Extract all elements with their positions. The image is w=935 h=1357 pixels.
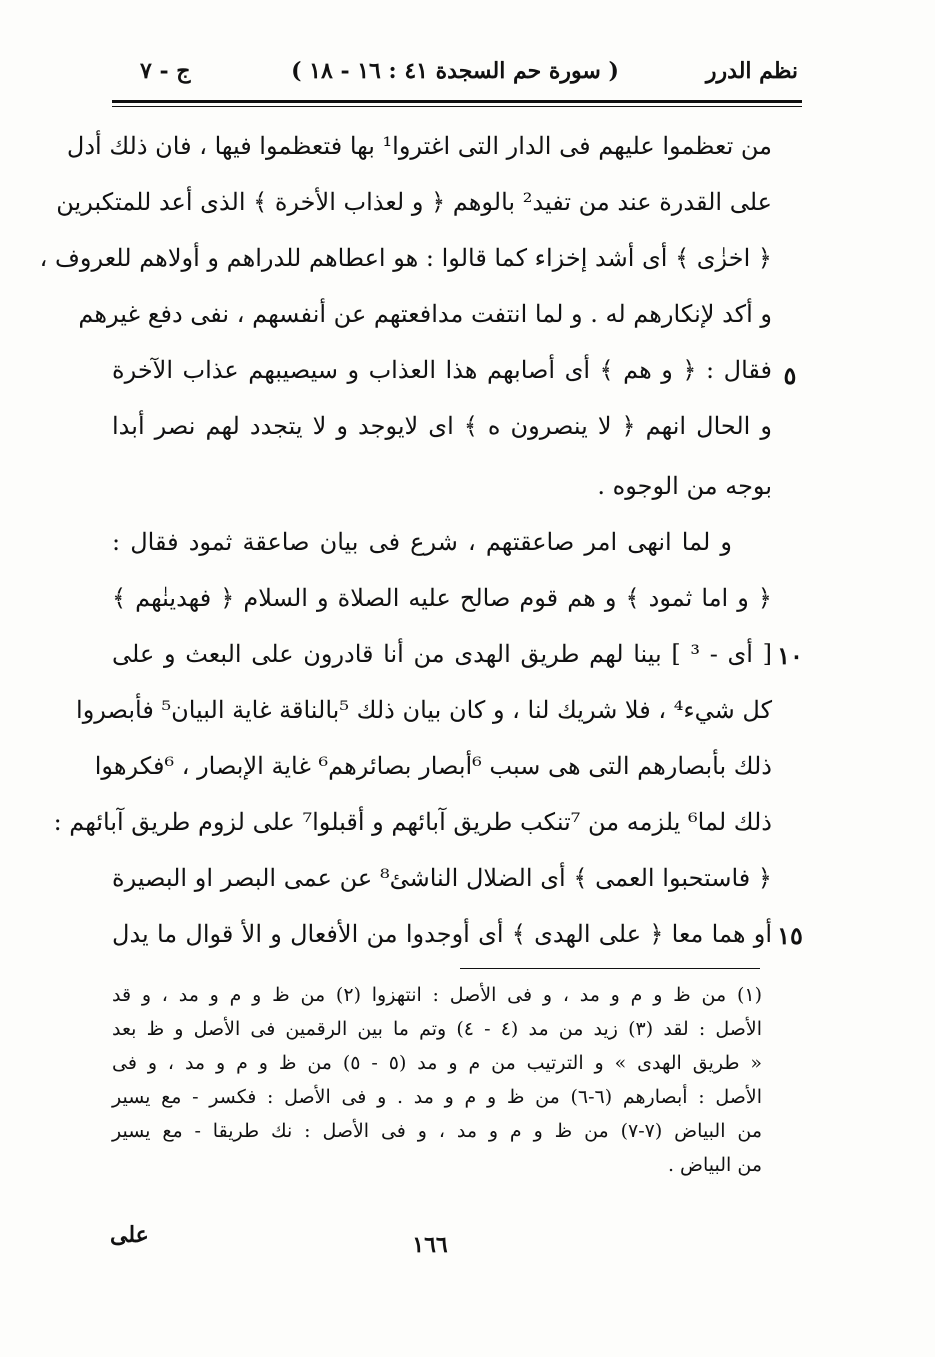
text-line: فقال : ﴿ و هم ﴾ أى أصابهم هذا العذاب و سيصيبهم عذاب الآخرة xyxy=(112,356,773,384)
page-number: ١٦٦ xyxy=(412,1232,448,1258)
text-line: و الحال انهم ﴿ لا ينصرون ه ﴾ اى لايوجد و لا يتجدد لهم نصر أبدا xyxy=(112,412,773,440)
text-line: كل شيء⁴ ، فلا شريك لنا ، و كان بيان ذلك ⁵بالناقة غاية البيان⁵ فأبصروا xyxy=(76,696,772,724)
text-line: على القدرة عند من تفيد² بالوهم ﴿ و لعذاب الأخرة ﴾ الذى أعد للمتكبرين xyxy=(56,188,772,216)
text-line: ذلك بأبصارهم التى هى سبب ⁶أبصار بصائرهم⁶ غاية الإبصار ، ⁶فكرهوا xyxy=(94,752,772,780)
text-line: بوجه من الوجوه . xyxy=(597,472,772,500)
footnote-line: « طريق الهدى » و الترتيب من م و مد (٥ - ٥) من ظ و م و مد ، و فى xyxy=(112,1052,763,1074)
line-number: ١٠ xyxy=(777,641,803,670)
text-line: ﴿ و اما ثمود ﴾ و هم قوم صالح عليه الصلاة و السلام ﴿ فهدينٰهم ﴾ xyxy=(112,584,772,612)
line-number: ١٥ xyxy=(777,921,803,950)
surah-reference: ( سورة حم السجدة ٤١ : ١٦ - ١٨ ) xyxy=(291,58,619,84)
book-title: نظم الدرر xyxy=(705,58,798,84)
text-line: و أكد لإنكارهم له . و لما انتفت مدافعتهم عن أنفسهم ، نفى دفع غيرهم xyxy=(78,300,772,328)
footnote-line: الأصل : أبصارهم (٦-٦) من ظ و م و مد . و فى الأصل : فكسر - مع يسير xyxy=(112,1086,763,1108)
line-number: ٥ xyxy=(783,361,797,390)
footnote-line: من البياض (٧-٧) من ظ و م و مد ، و فى الأصل : نك طريقا - مع يسير xyxy=(112,1120,763,1142)
header-rule-thick xyxy=(112,100,802,103)
text-line: ذلك لما⁶ يلزمه من ⁷تنكب طريق آبائهم و أقبلوا⁷ على لزوم طريق آبائهم : xyxy=(53,808,772,836)
running-header xyxy=(110,52,800,96)
text-line: [ أى - ³ ] بينا لهم طريق الهدى من أنا قادرون على البعث و على xyxy=(112,640,773,668)
text-line: و لما انهى امر صاعقتهم ، شرع فى بيان صاعقة ثمود فقال : xyxy=(112,528,732,556)
footnote-line: الأصل : لقد (٣) زيد من مد (٤ - ٤) وتم ما بين الرقمين فى الأصل و ظ بعد xyxy=(112,1018,763,1040)
text-line: أو هما معا ﴿ على الهدى ﴾ أى أوجدوا من الأفعال و الأ قوال ما يدل xyxy=(112,920,772,948)
catchword: على xyxy=(110,1222,149,1248)
volume-label: ج - ٧ xyxy=(140,58,191,84)
text-line: ﴿ فاستحبوا العمى ﴾ أى الضلال الناشئ⁸ عن عمى البصر او البصيرة xyxy=(112,864,772,892)
header-rule-thin xyxy=(112,106,802,107)
text-line: ﴿ اخزٰى ﴾ أى أشد إخزاء كما قالوا : هو اعطاهم للدراهم و أولاهم للعروف ، xyxy=(39,244,772,272)
footnote-line: من البياض . xyxy=(667,1154,762,1176)
footnote-line: (١) من ظ و م و مد ، و فى الأصل : انتهزوا (٢) من ظ و م و مد ، و قد xyxy=(112,984,763,1006)
text-line: من تعظموا عليهم فى الدار التى اغتروا¹ بها فتعظموا فيها ، فان ذلك أدل xyxy=(66,132,772,160)
footnote-rule xyxy=(460,968,760,969)
